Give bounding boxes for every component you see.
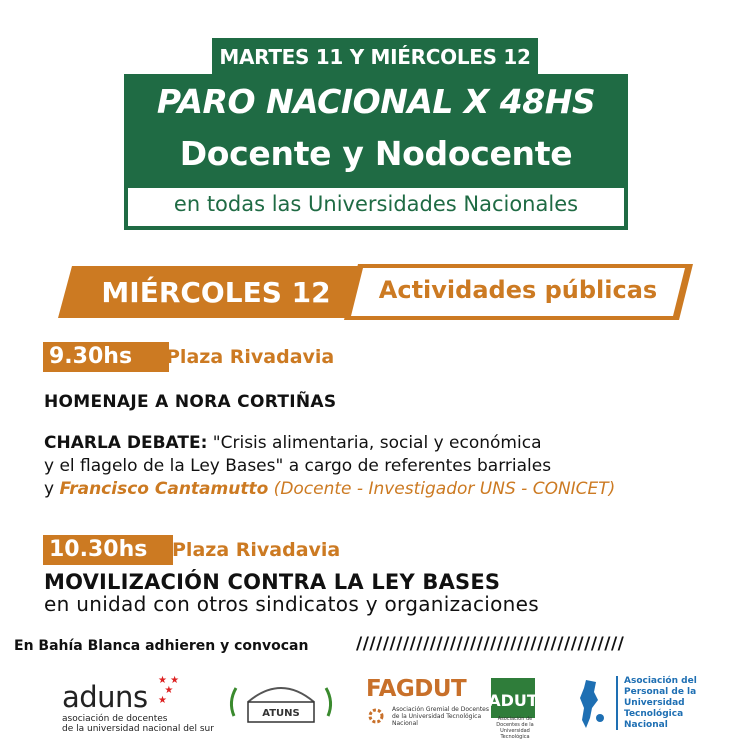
aduns-logo: aduns: [62, 680, 148, 714]
apu-divider: [616, 676, 618, 730]
universidades-subtitle: en todas las Universidades Nacionales: [173, 192, 579, 216]
event2-place: Plaza Rivadavia: [172, 539, 341, 561]
fagdut-subtitle: Asociación Gremial de Docentes de la Universidad Tecnológica Nacional: [392, 706, 489, 727]
charla-debate-text: [44, 432, 734, 501]
adhieren-text: En Bahía Blanca adhieren y convocan: [14, 638, 309, 654]
event2-time: 10.30hs: [43, 535, 173, 565]
charla-y: y: [44, 479, 60, 499]
apu-logo-text: [624, 676, 744, 731]
event1-time: 9.30hs: [43, 342, 169, 372]
aduns-sub-line1: asociación de docentes: [62, 714, 168, 724]
event1-place: Plaza Rivadavia: [166, 346, 335, 368]
adut-subtitle: Asociación de Docentes de la Universidad Tecnológica: [496, 716, 534, 740]
fagdut-mark-icon: [368, 708, 384, 724]
apu-line1: Asociación del: [624, 676, 697, 686]
slash-divider: ////////////////////////////////////////: [356, 634, 625, 654]
aduns-sub-line2: de la universidad nacional del sur: [62, 724, 214, 734]
docente-title: Docente y Nodocente: [179, 134, 573, 173]
charla-line2: y el flagelo de la Ley Bases" a cargo de referentes barriales: [44, 456, 552, 476]
paro-title: PARO NACIONAL X 48HS: [156, 82, 596, 121]
speaker-role: (Docente - Investigador UNS - CONICET): [268, 479, 616, 499]
day-label: MIÉRCOLES 12: [101, 276, 331, 309]
speaker-name: Francisco Cantamutto: [59, 479, 269, 499]
apu-line5: Nacional: [624, 720, 668, 730]
apu-line4: Tecnológica: [624, 709, 684, 719]
movilizacion-subtitle: en unidad con otros sindicatos y organizaciones: [44, 592, 539, 616]
argentina-map-icon: [572, 678, 608, 730]
movilizacion-title: MOVILIZACIÓN CONTRA LA LEY BASES: [44, 570, 501, 594]
aduns-stars-icon: ★ ★ ★ ★: [158, 675, 180, 706]
aduns-subtitle: [62, 714, 214, 734]
dates-tab: MARTES 11 Y MIÉRCOLES 12: [212, 38, 538, 76]
charla-label: CHARLA DEBATE:: [44, 433, 208, 453]
activities-label: Actividades públicas: [378, 276, 658, 304]
atuns-label: ATUNS: [262, 708, 300, 719]
fagdut-logo: FAGDUT: [366, 676, 467, 702]
apu-line3: Universidad: [624, 698, 685, 708]
charla-line1: "Crisis alimentaria, social y económica: [207, 433, 542, 453]
apu-line2: Personal de la: [624, 687, 697, 697]
adut-label: ADUT: [488, 691, 538, 710]
atuns-logo-icon: [226, 676, 336, 730]
homenaje-text: HOMENAJE A NORA CORTIÑAS: [44, 392, 337, 412]
